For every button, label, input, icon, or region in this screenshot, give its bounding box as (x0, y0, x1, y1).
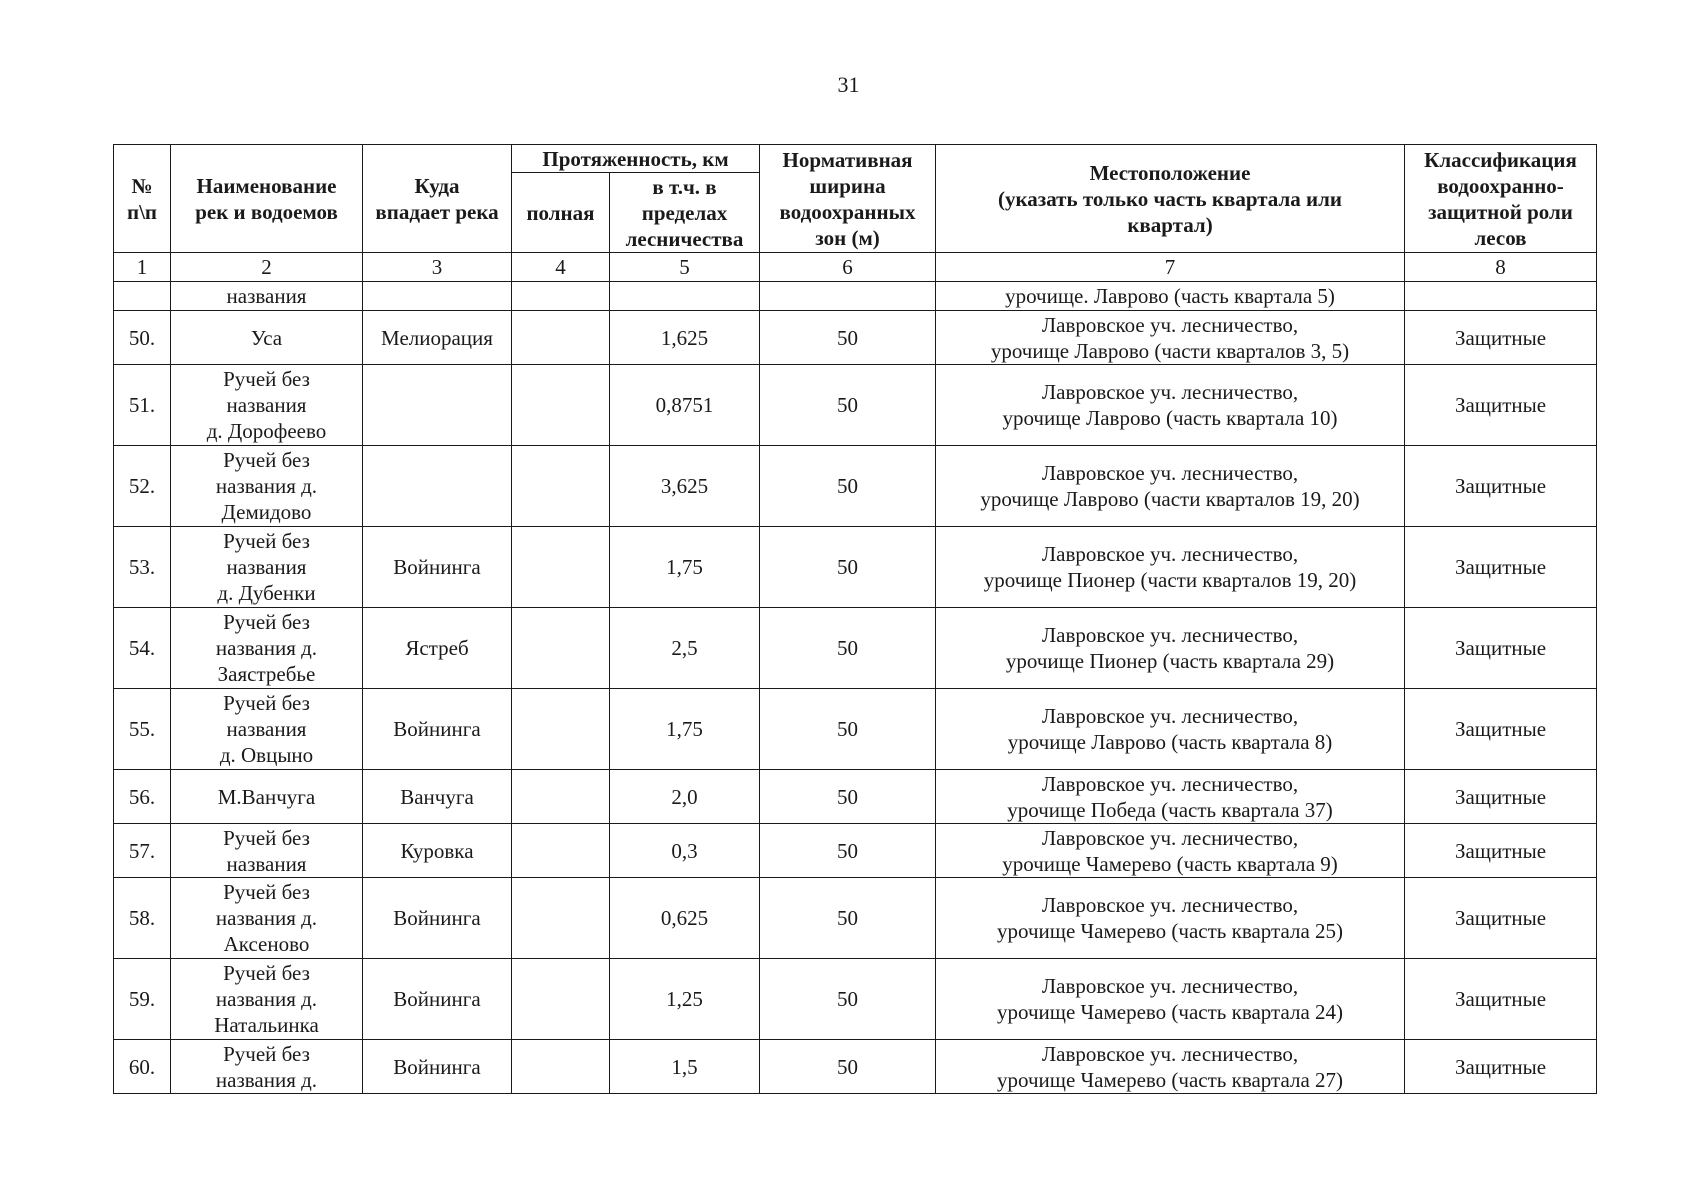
cell-length-forestry: 1,25 (610, 959, 760, 1040)
cell-name: Ручей без названия (171, 824, 363, 878)
cell-num: 57. (114, 824, 171, 878)
cell-length-full (512, 446, 610, 527)
cell-num: 55. (114, 689, 171, 770)
table-row (114, 446, 1597, 527)
water-bodies-table (113, 144, 1597, 1094)
cell-classification: Защитные (1405, 1040, 1597, 1094)
header-length-forestry: в т.ч. в пределах лесничества (610, 173, 760, 253)
cell-num: 51. (114, 365, 171, 446)
cell-classification: Защитные (1405, 608, 1597, 689)
column-number: 6 (760, 253, 936, 282)
cell-flows-into (363, 446, 512, 527)
cell-width: 50 (760, 824, 936, 878)
cell-length-full (512, 608, 610, 689)
cell-width: 50 (760, 311, 936, 365)
cell-length-full (512, 689, 610, 770)
table-row (114, 1040, 1597, 1094)
cell-width: 50 (760, 689, 936, 770)
cell-length-full (512, 824, 610, 878)
cell-length-forestry: 0,3 (610, 824, 760, 878)
table-row (114, 824, 1597, 878)
cell-classification: Защитные (1405, 311, 1597, 365)
cell-flows-into: Куровка (363, 824, 512, 878)
table-row (114, 878, 1597, 959)
cell-length-forestry: 1,5 (610, 1040, 760, 1094)
table-row (114, 365, 1597, 446)
cell-location: Лавровское уч. лесничество, урочище Лаврово (части кварталов 19, 20) (936, 446, 1405, 527)
cell-num: 50. (114, 311, 171, 365)
column-number: 2 (171, 253, 363, 282)
cell-flows-into: Ястреб (363, 608, 512, 689)
cell-name: Ручей без названия д. Овцыно (171, 689, 363, 770)
cell-num: 54. (114, 608, 171, 689)
header-classification: Классификация водоохранно- защитной роли лесов (1405, 145, 1597, 253)
cell-length-forestry: 0,625 (610, 878, 760, 959)
header-length-group: Протяженность, км (512, 145, 760, 173)
header-width: Нормативная ширина водоохранных зон (м) (760, 145, 936, 253)
cell-name: названия (171, 282, 363, 311)
cell-name: Ручей без названия д. Заястребье (171, 608, 363, 689)
cell-num (114, 282, 171, 311)
cell-flows-into: Войнинга (363, 689, 512, 770)
cell-length-forestry: 1,75 (610, 689, 760, 770)
cell-width: 50 (760, 770, 936, 824)
cell-width: 50 (760, 878, 936, 959)
cell-location: Лавровское уч. лесничество, урочище Чамерево (часть квартала 24) (936, 959, 1405, 1040)
cell-name: М.Ванчуга (171, 770, 363, 824)
cell-width: 50 (760, 527, 936, 608)
cell-location: Лавровское уч. лесничество, урочище Лаврово (часть квартала 10) (936, 365, 1405, 446)
page-number: 31 (837, 72, 860, 97)
cell-width: 50 (760, 959, 936, 1040)
cell-flows-into: Войнинга (363, 878, 512, 959)
cell-width: 50 (760, 446, 936, 527)
cell-width: 50 (760, 1040, 936, 1094)
cell-length-full (512, 959, 610, 1040)
cell-num: 59. (114, 959, 171, 1040)
cell-length-forestry: 2,5 (610, 608, 760, 689)
column-numbers-row (114, 253, 1597, 282)
cell-name: Ручей без названия д. Аксеново (171, 878, 363, 959)
cell-length-forestry: 3,625 (610, 446, 760, 527)
table-row (114, 311, 1597, 365)
cell-length-forestry: 1,625 (610, 311, 760, 365)
cell-location: Лавровское уч. лесничество, урочище Лаврово (часть квартала 8) (936, 689, 1405, 770)
header-num: № п\п (114, 145, 171, 253)
cell-width: 50 (760, 365, 936, 446)
cell-flows-into: Мелиорация (363, 311, 512, 365)
continuation-row (114, 282, 1597, 311)
cell-name: Ручей без названия д. Дорофеево (171, 365, 363, 446)
cell-location: Лавровское уч. лесничество, урочище Победа (часть квартала 37) (936, 770, 1405, 824)
column-number: 8 (1405, 253, 1597, 282)
cell-flows-into: Войнинга (363, 959, 512, 1040)
table-row (114, 608, 1597, 689)
cell-flows-into (363, 365, 512, 446)
cell-length-full (512, 878, 610, 959)
cell-location: Лавровское уч. лесничество, урочище Пионер (часть квартала 29) (936, 608, 1405, 689)
cell-width (760, 282, 936, 311)
cell-length-full (512, 770, 610, 824)
table-row (114, 959, 1597, 1040)
column-number: 7 (936, 253, 1405, 282)
cell-length-forestry: 2,0 (610, 770, 760, 824)
column-number: 5 (610, 253, 760, 282)
cell-classification: Защитные (1405, 878, 1597, 959)
cell-name: Уса (171, 311, 363, 365)
cell-classification: Защитные (1405, 689, 1597, 770)
cell-length-forestry: 1,75 (610, 527, 760, 608)
column-number: 4 (512, 253, 610, 282)
cell-length-forestry: 0,8751 (610, 365, 760, 446)
cell-name: Ручей без названия д. Демидово (171, 446, 363, 527)
table-row (114, 770, 1597, 824)
cell-num: 60. (114, 1040, 171, 1094)
cell-location: урочище. Лаврово (часть квартала 5) (936, 282, 1405, 311)
cell-flows-into: Войнинга (363, 527, 512, 608)
table-row (114, 689, 1597, 770)
cell-num: 58. (114, 878, 171, 959)
cell-name: Ручей без названия д. (171, 1040, 363, 1094)
cell-flows-into: Ванчуга (363, 770, 512, 824)
cell-classification: Защитные (1405, 770, 1597, 824)
column-number: 3 (363, 253, 512, 282)
header-flows-into: Куда впадает река (363, 145, 512, 253)
cell-length-full (512, 1040, 610, 1094)
header-name: Наименование рек и водоемов (171, 145, 363, 253)
cell-classification: Защитные (1405, 365, 1597, 446)
cell-name: Ручей без названия д. Натальинка (171, 959, 363, 1040)
header-location: Местоположение (указать только часть квартала или квартал) (936, 145, 1405, 253)
cell-length-full (512, 365, 610, 446)
cell-classification: Защитные (1405, 446, 1597, 527)
cell-flows-into (363, 282, 512, 311)
cell-classification: Защитные (1405, 527, 1597, 608)
table-row (114, 527, 1597, 608)
cell-num: 52. (114, 446, 171, 527)
cell-length-full (512, 282, 610, 311)
cell-classification: Защитные (1405, 824, 1597, 878)
cell-length-full (512, 311, 610, 365)
cell-width: 50 (760, 608, 936, 689)
cell-num: 56. (114, 770, 171, 824)
cell-location: Лавровское уч. лесничество, урочище Чамерево (часть квартала 9) (936, 824, 1405, 878)
column-number: 1 (114, 253, 171, 282)
header-length-full: полная (512, 173, 610, 253)
cell-length-forestry (610, 282, 760, 311)
cell-num: 53. (114, 527, 171, 608)
cell-location: Лавровское уч. лесничество, урочище Лаврово (части кварталов 3, 5) (936, 311, 1405, 365)
cell-name: Ручей без названия д. Дубенки (171, 527, 363, 608)
cell-location: Лавровское уч. лесничество, урочище Чамерево (часть квартала 27) (936, 1040, 1405, 1094)
cell-classification (1405, 282, 1597, 311)
cell-location: Лавровское уч. лесничество, урочище Пионер (части кварталов 19, 20) (936, 527, 1405, 608)
cell-flows-into: Войнинга (363, 1040, 512, 1094)
cell-classification: Защитные (1405, 959, 1597, 1040)
cell-location: Лавровское уч. лесничество, урочище Чамерево (часть квартала 25) (936, 878, 1405, 959)
cell-length-full (512, 527, 610, 608)
